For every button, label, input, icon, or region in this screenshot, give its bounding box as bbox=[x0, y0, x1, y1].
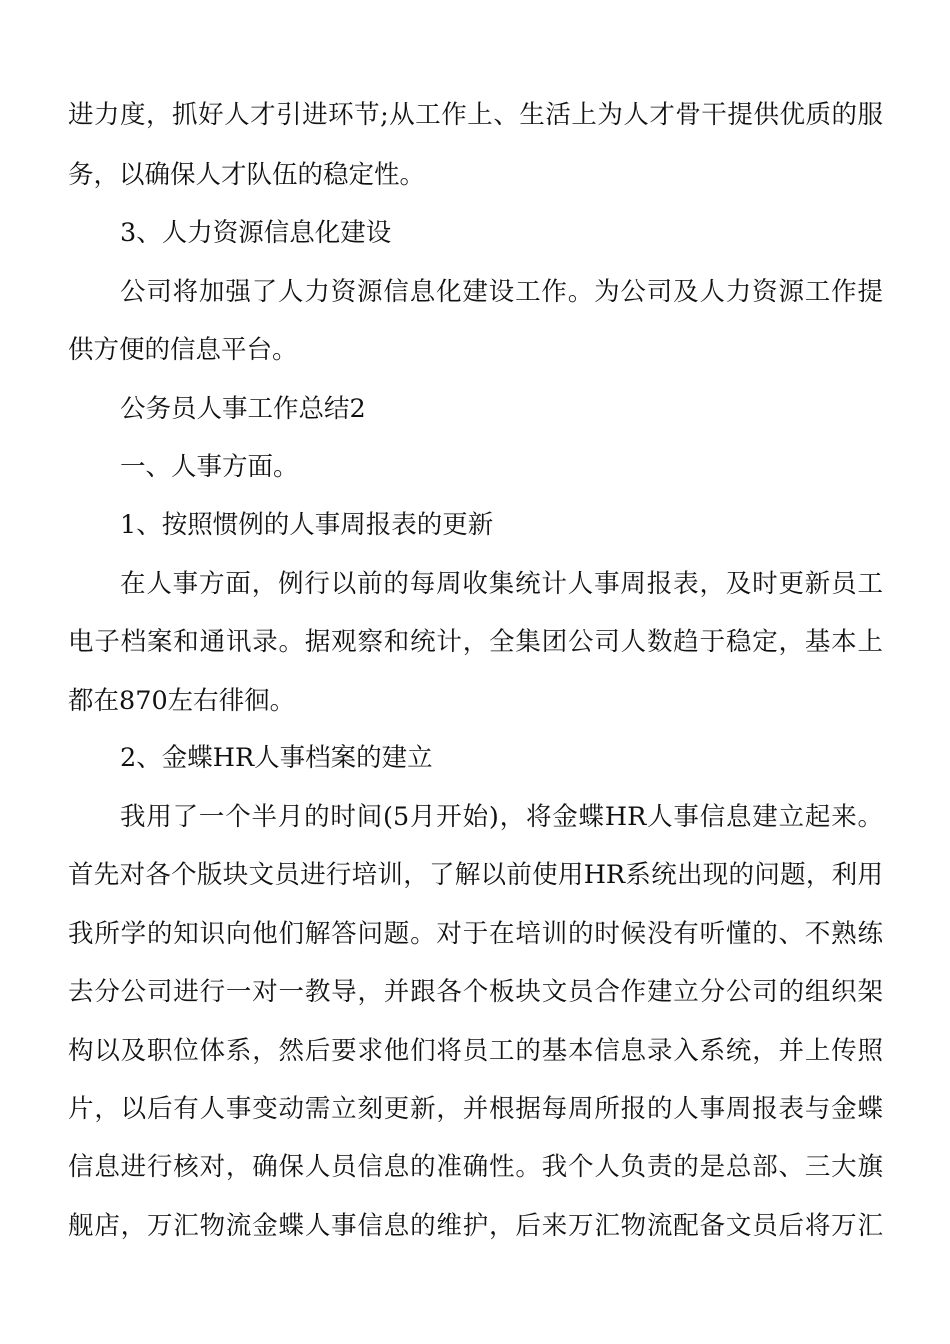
section-heading: 1、按照惯例的人事周报表的更新 bbox=[120, 510, 494, 540]
document-title: 公务员人事工作总结2 bbox=[120, 394, 366, 424]
section-heading: 3、人力资源信息化建设 bbox=[120, 218, 392, 248]
section-heading: 一、人事方面。 bbox=[120, 452, 299, 482]
text-line: 务，以确保人才队伍的稳定性。 bbox=[68, 160, 426, 190]
text-line: 电子档案和通讯录。据观察和统计，全集团公司人数趋于稳定，基本上 bbox=[68, 627, 883, 657]
section-heading: 2、金蝶HR人事档案的建立 bbox=[120, 743, 433, 773]
text-line: 去分公司进行一对一教导，并跟各个板块文员合作建立分公司的组织架 bbox=[68, 977, 883, 1007]
text-line: 在人事方面，例行以前的每周收集统计人事周报表，及时更新员工 bbox=[120, 569, 883, 599]
text-line: 我用了一个半月的时间(5月开始)，将金蝶HR人事信息建立起来。 bbox=[120, 802, 883, 832]
text-line: 片，以后有人事变动需立刻更新，并根据每周所报的人事周报表与金蝶 bbox=[68, 1094, 883, 1124]
text-line: 进力度，抓好人才引进环节;从工作上、生活上为人才骨干提供优质的服 bbox=[68, 100, 883, 130]
text-line: 我所学的知识向他们解答问题。对于在培训的时候没有听懂的、不熟练 bbox=[68, 919, 883, 949]
text-line: 首先对各个版块文员进行培训，了解以前使用HR系统出现的问题，利用 bbox=[68, 860, 883, 890]
text-line: 都在870左右徘徊。 bbox=[68, 686, 296, 716]
text-line: 供方便的信息平台。 bbox=[68, 335, 298, 365]
text-line: 舰店，万汇物流金蝶人事信息的维护，后来万汇物流配备文员后将万汇 bbox=[68, 1211, 883, 1241]
text-line: 信息进行核对，确保人员信息的准确性。我个人负责的是总部、三大旗 bbox=[68, 1152, 883, 1182]
text-line: 公司将加强了人力资源信息化建设工作。为公司及人力资源工作提 bbox=[120, 277, 883, 307]
text-line: 构以及职位体系，然后要求他们将员工的基本信息录入系统，并上传照 bbox=[68, 1036, 883, 1066]
